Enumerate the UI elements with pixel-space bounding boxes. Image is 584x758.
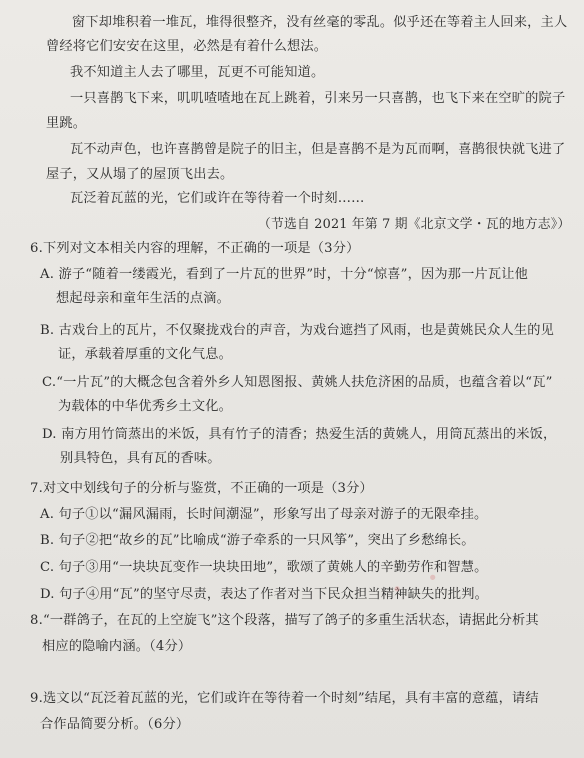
passage-line: 屋子，又从塌了的屋顶飞出去。 bbox=[46, 167, 234, 182]
source-citation: （节选自 2021 年第 7 期《北京文学・瓦的地方志》） bbox=[258, 217, 571, 232]
question-7: 7.对文中划线句子的分析与鉴赏，不正确的一项是（3分） bbox=[30, 481, 373, 496]
question-8-cont: 相应的隐喻内涵。（4分） bbox=[42, 639, 192, 654]
option-b: B. 句子②把“故乡的瓦”比喻成“游子牵系的一只风筝”，突出了乡愁绵长。 bbox=[40, 533, 475, 548]
passage-line: 曾经将它们安安在这里，必然是有着什么想法。 bbox=[46, 39, 328, 54]
option-a: A. 句子①以“漏风漏雨，长时间潮湿”，形象写出了母亲对游子的无限牵挂。 bbox=[40, 507, 488, 522]
option-b-cont: 证，承载着厚重的文化气息。 bbox=[58, 347, 233, 362]
option-a-cont: 想起母亲和童年生活的点滴。 bbox=[56, 291, 231, 306]
option-d-cont: 别具特色，具有瓦的香味。 bbox=[60, 451, 221, 466]
option-c-cont: 为载体的中华优秀乡土文化。 bbox=[58, 399, 233, 414]
option-d: D. 南方用竹筒蒸出的米饭，具有竹子的清香；热爱生活的黄姚人，用筒瓦蒸出的米饭， bbox=[42, 427, 557, 442]
question-6: 6.下列对文本相关内容的理解，不正确的一项是（3分） bbox=[30, 241, 360, 256]
option-b: B. 古戏台上的瓦片，不仅聚拢戏台的声音，为戏台遮挡了风雨，也是黄姚民众人生的见 bbox=[40, 323, 555, 338]
option-d: D. 句子④用“瓦”的坚守尽责，表达了作者对当下民众担当精神缺失的批判。 bbox=[40, 587, 488, 602]
passage-line: 瓦不动声色，也许喜鹊曾是院子的旧主，但是喜鹊不是为瓦而啊，喜鹊很快就飞进了 bbox=[70, 142, 566, 157]
passage-line: 一只喜鹊飞下来，叽叽喳喳地在瓦上跳着，引来另一只喜鹊，也飞下来在空旷的院子 bbox=[70, 91, 566, 106]
red-seal-watermark: · · bbox=[384, 552, 452, 614]
question-9-cont: 合作品简要分析。（6分） bbox=[40, 717, 190, 732]
question-9: 9.选文以“瓦泛着瓦蓝的光，它们或许在等待着一个时刻”结尾，具有丰富的意蕴，请结 bbox=[30, 691, 539, 706]
passage-line: 里跳。 bbox=[46, 116, 87, 131]
option-c: C. 句子③用“一块块瓦变作一块块田地”，歌颂了黄姚人的辛勤劳作和智慧。 bbox=[40, 560, 488, 575]
option-c: C.“一片瓦”的大概念包含着外乡人知恩图报、黄姚人扶危济困的品质，也蕴含着以“瓦” bbox=[42, 375, 553, 390]
passage-line: 瓦泛着瓦蓝的光，它们或许在等待着一个时刻…… bbox=[70, 191, 365, 206]
question-8: 8.“一群鸽子，在瓦的上空旋飞”这个段落，描写了鸽子的多重生活状态，请据此分析其 bbox=[30, 613, 539, 628]
passage-line: 我不知道主人去了哪里，瓦更不可能知道。 bbox=[70, 65, 325, 80]
passage-line: 窗下却堆积着一堆瓦，堆得很整齐，没有丝毫的零乱。似乎还在等着主人回来，主人 bbox=[72, 15, 568, 30]
option-a: A. 游子“随着一缕霞光，看到了一片瓦的世界”时，十分“惊喜”，因为那一片瓦让他 bbox=[40, 267, 529, 282]
